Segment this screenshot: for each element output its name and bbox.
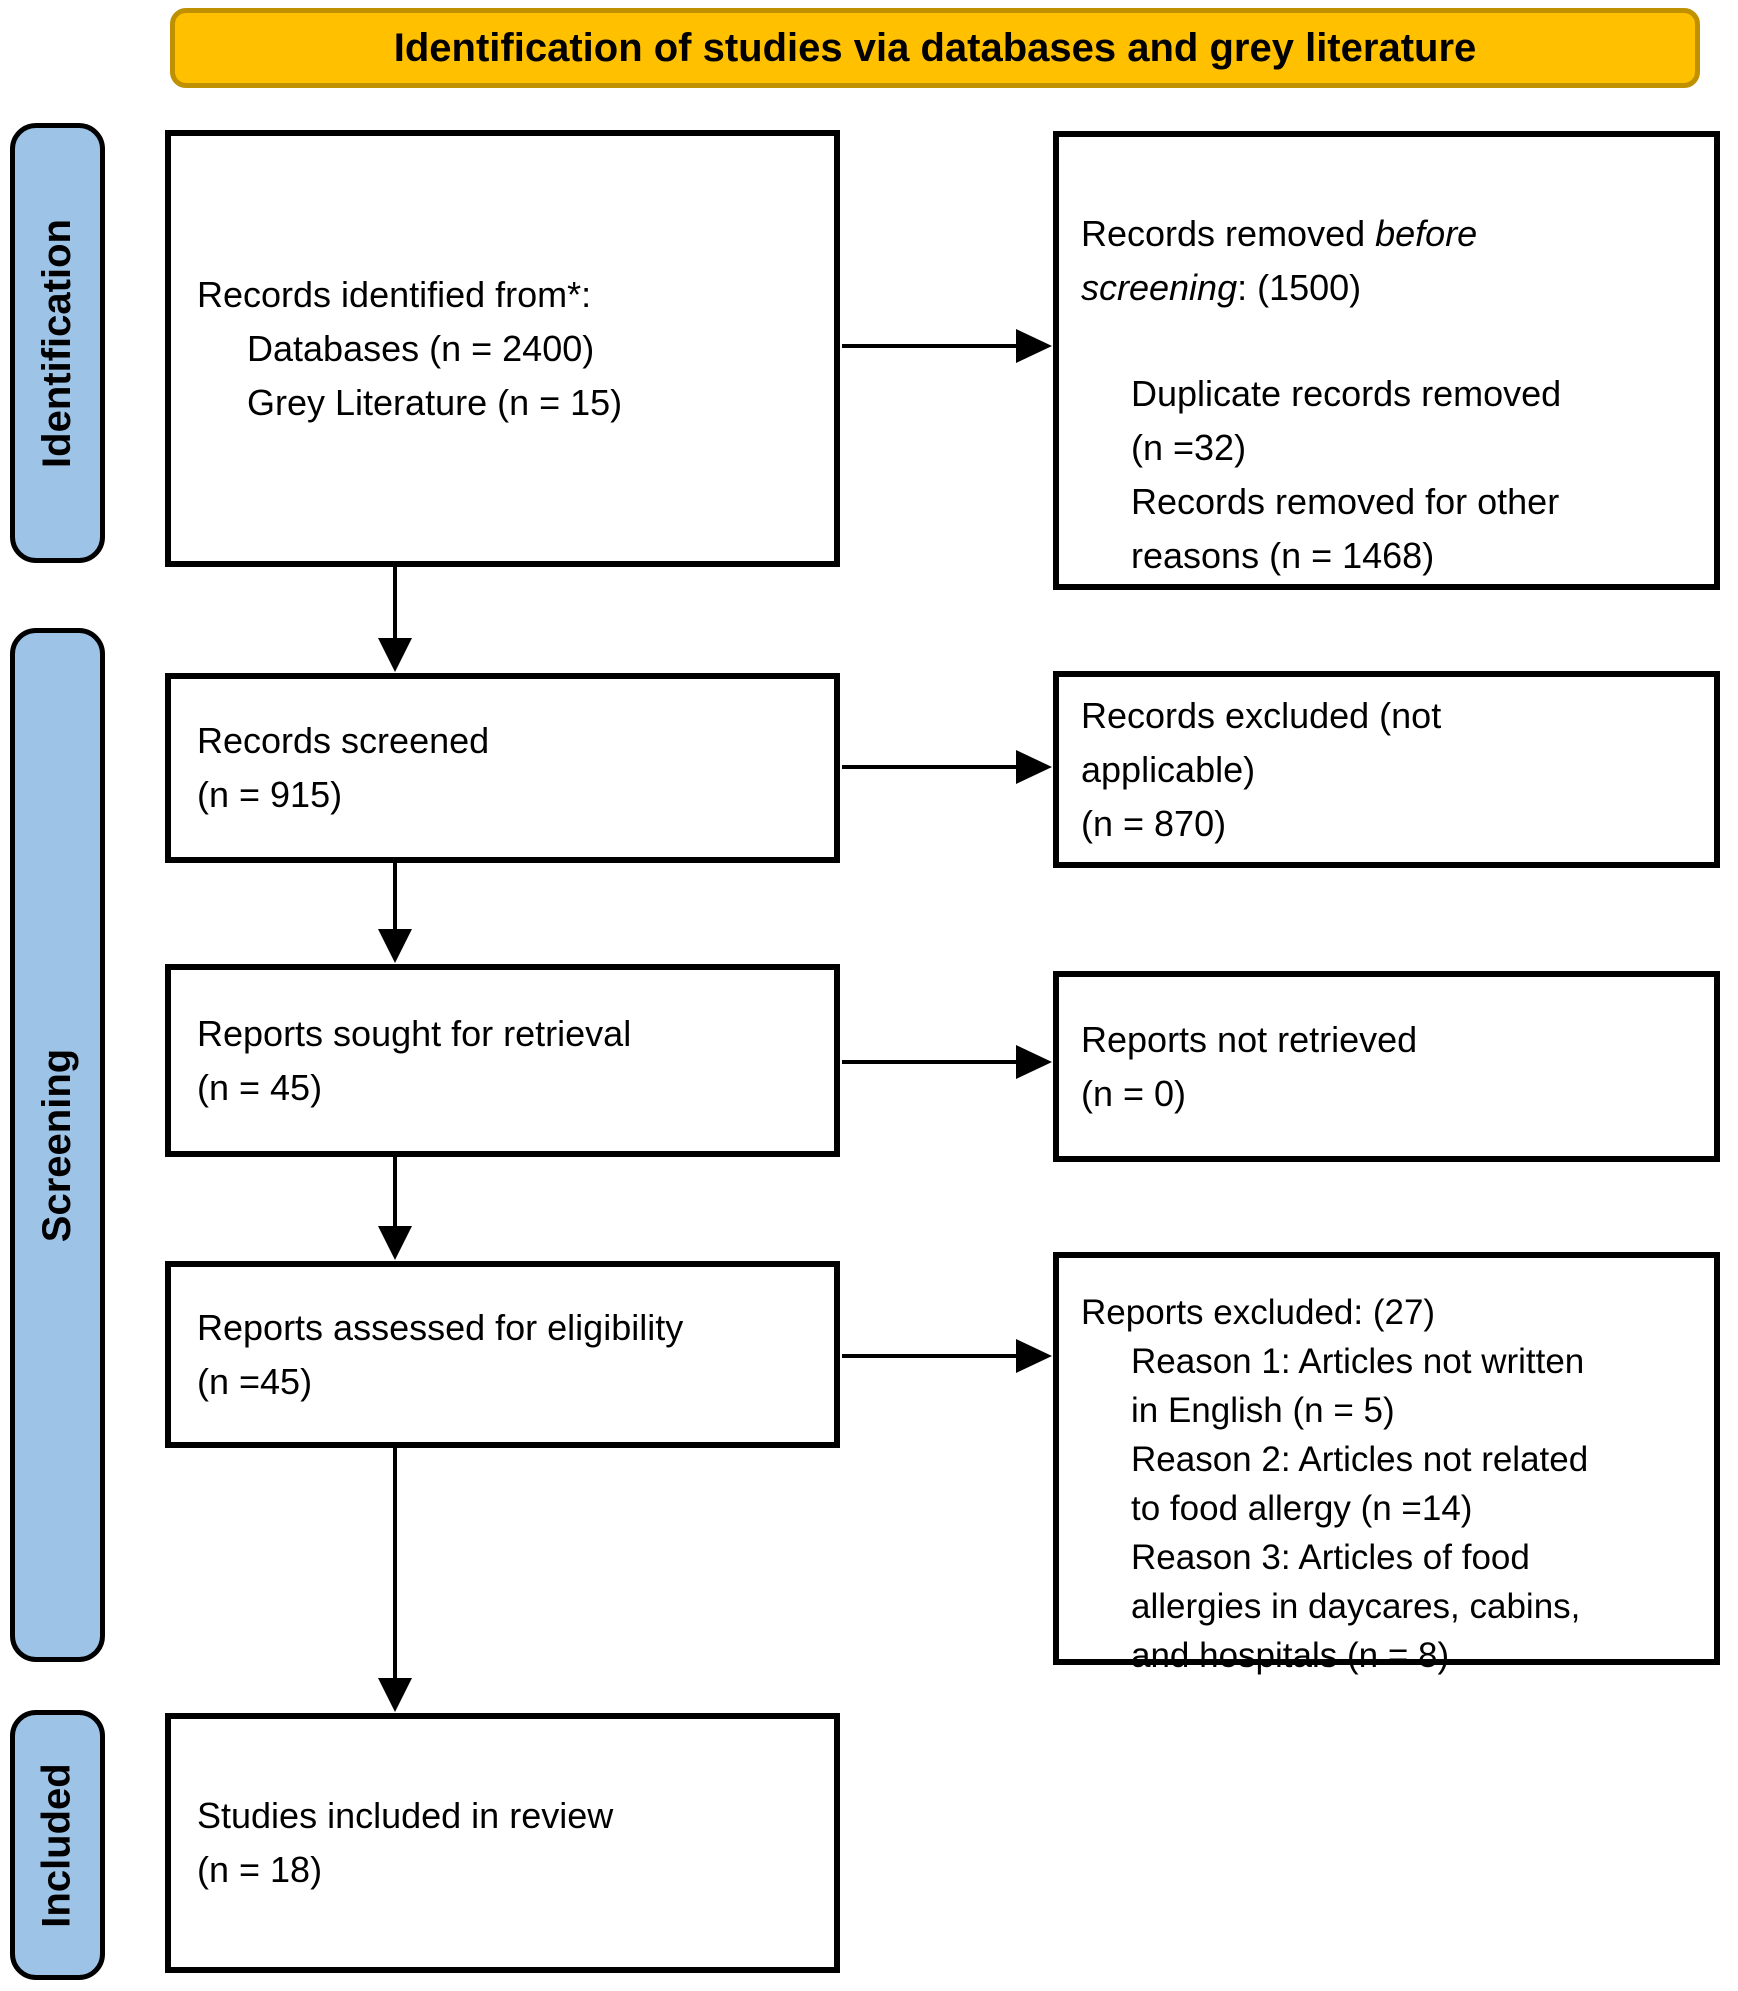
text-line: Records removed before — [1081, 213, 1478, 254]
arrowhead-right-icon — [1016, 750, 1052, 784]
arrow-screened-to-excluded — [842, 765, 1018, 769]
stage-label-included: Included — [35, 1762, 80, 1928]
box-reports-not-retrieved — [1053, 971, 1720, 1162]
text-line: Reports excluded: (27) — [1081, 1293, 1436, 1332]
text-line: (n = 45) — [197, 1066, 323, 1108]
stage-bar-included — [10, 1710, 105, 1980]
text-line: Reason 1: Articles not written — [1131, 1342, 1585, 1381]
text-line: (n = 18) — [197, 1849, 323, 1890]
stage-bar-identification — [10, 123, 105, 563]
arrow-assessed-to-reports-excluded — [842, 1354, 1018, 1358]
text-line: Records screened — [197, 720, 490, 761]
text-line: allergies in daycares, cabins, — [1131, 1587, 1581, 1626]
box-records-removed-before-screening — [1053, 131, 1720, 590]
arrowhead-down-icon — [378, 638, 412, 672]
text-line: in English (n = 5) — [1131, 1391, 1395, 1430]
banner-title — [170, 8, 1700, 88]
text-line: reasons (n = 1468) — [1131, 535, 1435, 576]
text-line: Grey Literature (n = 15) — [247, 381, 623, 423]
text-line: Reports not retrieved — [1081, 1018, 1418, 1060]
box-reports-sought — [165, 964, 840, 1157]
text-line: applicable) — [1081, 748, 1256, 790]
text-line: Records identified from*: — [197, 273, 592, 315]
arrowhead-down-icon — [378, 1226, 412, 1260]
arrow-sought-to-assessed — [393, 1157, 397, 1228]
text-line: Databases (n = 2400) — [247, 327, 595, 369]
arrow-assessed-to-included — [393, 1448, 397, 1680]
text-line: (n = 870) — [1081, 802, 1227, 844]
box-studies-included — [165, 1713, 840, 1973]
text-line: screening: (1500) — [1081, 267, 1362, 308]
text-line: Duplicate records removed — [1131, 373, 1562, 414]
text-line: Reason 3: Articles of food — [1131, 1538, 1530, 1577]
stage-label-identification: Identification — [35, 218, 80, 468]
text-line: Studies included in review — [197, 1795, 614, 1836]
text-line: and hospitals (n = 8) — [1131, 1636, 1450, 1675]
box-records-excluded — [1053, 671, 1720, 868]
text-line: Reports sought for retrieval — [197, 1012, 632, 1054]
arrowhead-right-icon — [1016, 1045, 1052, 1079]
text-line: Reason 2: Articles not related — [1131, 1440, 1589, 1479]
arrowhead-down-icon — [378, 929, 412, 963]
box-reports-assessed — [165, 1261, 840, 1448]
text-line: Records removed for other — [1131, 481, 1560, 522]
box-reports-excluded — [1053, 1252, 1720, 1675]
box-records-identified — [165, 130, 840, 567]
text-line: (n = 915) — [197, 774, 343, 815]
arrowhead-right-icon — [1016, 1339, 1052, 1373]
banner-title-text: Identification of studies via databases and grey literature — [393, 25, 1477, 70]
arrow-identified-to-removed — [842, 344, 1018, 348]
arrow-sought-to-not-retrieved — [842, 1060, 1018, 1064]
arrow-identified-to-screened — [393, 567, 397, 640]
text-line: (n =32) — [1131, 427, 1247, 468]
text-line: (n =45) — [197, 1360, 313, 1402]
box-records-screened — [165, 673, 840, 863]
arrowhead-right-icon — [1016, 329, 1052, 363]
removed-items — [1081, 367, 1690, 583]
text-line: to food allergy (n =14) — [1131, 1489, 1473, 1528]
arrowhead-down-icon — [378, 1678, 412, 1712]
arrow-screened-to-sought — [393, 863, 397, 931]
stage-bar-screening — [10, 628, 105, 1662]
text-line: (n = 0) — [1081, 1072, 1187, 1114]
text-line: Records excluded (not — [1081, 694, 1442, 736]
text-line: Reports assessed for eligibility — [197, 1306, 684, 1348]
stage-label-screening: Screening — [35, 1048, 79, 1242]
